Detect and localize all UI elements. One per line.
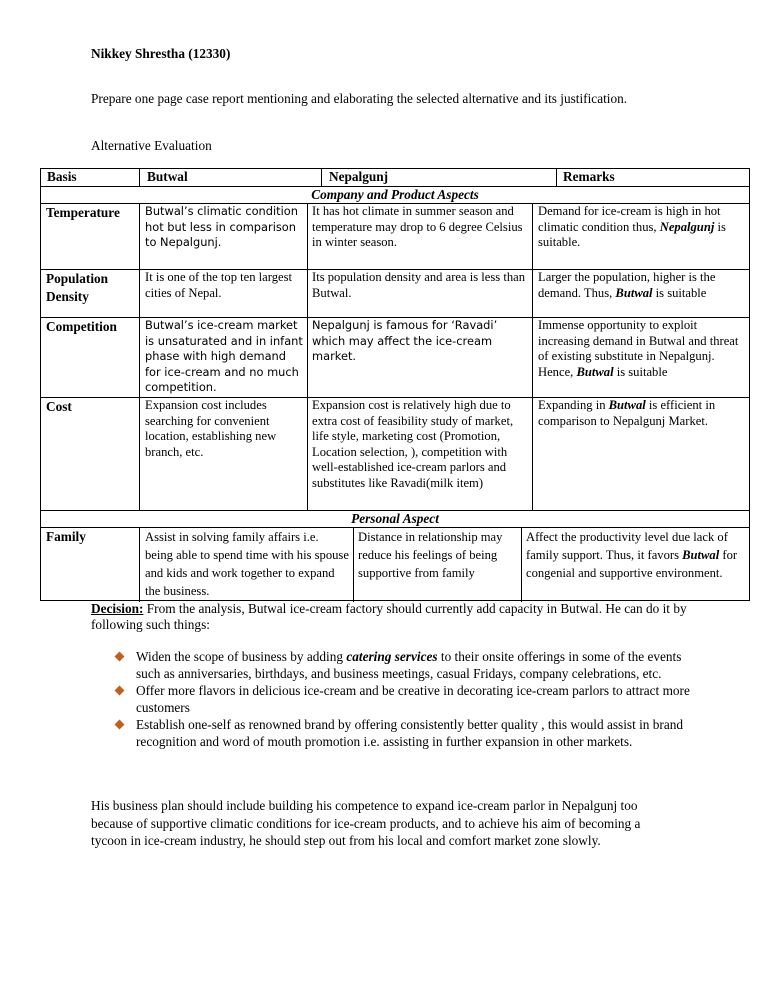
- competition-remarks: Immense opportunity to exploit increasing demand in Butwal and threat of existing substitute in Nepalgunj. Hence, Butwal is suitable: [538, 318, 739, 379]
- section-subtitle: Alternative Evaluation: [91, 138, 212, 153]
- competition-butwal: Butwal’s ice-cream market is unsaturated and in infant phase with high demand for ice-cream and no much competition.: [145, 318, 303, 395]
- closing-paragraph: His business plan should include building his competence to expand ice-cream parlor in Nepalgunj too because of supportive climatic conditions for ice-cream products, and to achieve his aim of becoming a tycoon in ice-cream industry, he should step out from his local and comfort market zone slowly.: [91, 798, 641, 848]
- population-remarks: Larger the population, higher is the demand. Thus, Butwal is suitable: [538, 270, 716, 300]
- population-nepalgunj: Its population density and area is less than Butwal.: [312, 270, 525, 300]
- cost-nepalgunj: Expansion cost is relatively high due to extra cost of feasibility study of market, life style, marketing cost (Promotion, Location selection, ), competition with well-established ice-cream parlors and substitutes like Ravadi(milk item): [312, 398, 514, 490]
- family-remarks: Affect the productivity level due lack of family support. Thus, it favors Butwal for congenial and supportive environment.: [526, 530, 738, 580]
- section-personal: Personal Aspect: [351, 511, 439, 526]
- header-nepalgunj: Nepalgunj: [329, 169, 389, 184]
- population-butwal: It is one of the top ten largest cities of Nepal.: [145, 270, 293, 300]
- list-item: Offer more flavors in delicious ice-cream and be creative in decorating ice-cream parlors to attract more customers: [116, 682, 696, 716]
- temperature-butwal: Butwal’s climatic condition hot but less in comparison to Nepalgunj.: [145, 204, 298, 250]
- row-label-competition: Competition: [46, 319, 117, 334]
- diamond-bullet-icon: [115, 686, 125, 696]
- cost-butwal: Expansion cost includes searching for convenient location, establishing new branch, etc.: [145, 398, 277, 459]
- competition-nepalgunj: Nepalgunj is famous for ‘Ravadi’ which may affect the ice-cream market.: [312, 318, 498, 364]
- row-label-population-density: Population Density: [46, 271, 109, 304]
- diamond-bullet-icon: [115, 720, 125, 730]
- temperature-remarks: Demand for ice-cream is high in hot climatic condition thus, Nepalgunj is suitable.: [538, 204, 726, 250]
- section-company-product: Company and Product Aspects: [311, 187, 479, 202]
- header-butwal: Butwal: [147, 169, 188, 184]
- header-remarks: Remarks: [563, 169, 615, 184]
- decision-paragraph: Decision: From the analysis, Butwal ice-cream factory should currently add capacity in Butwal. He can do it by following such things:: [91, 601, 687, 632]
- header-basis: Basis: [47, 169, 77, 184]
- row-label-family: Family: [46, 529, 86, 544]
- row-label-cost: Cost: [46, 399, 72, 414]
- family-butwal: Assist in solving family affairs i.e. being able to spend time with his spouse and kids and work together to expand the business.: [145, 530, 349, 598]
- cost-remarks: Expanding in Butwal is efficient in comparison to Nepalgunj Market.: [538, 398, 716, 428]
- diamond-bullet-icon: [115, 652, 125, 662]
- temperature-nepalgunj: It has hot climate in summer season and temperature may drop to 6 degree Celsius in winter season.: [312, 204, 523, 250]
- action-list: [116, 648, 696, 750]
- list-item: Establish one-self as renowned brand by offering consistently better quality , this would assist in brand recognition and word of mouth promotion i.e. assisting in further expansion in other markets.: [116, 716, 696, 750]
- list-item: Widen the scope of business by adding catering services to their onsite offerings in some of the events such as anniversaries, birthdays, and business meetings, casual Fridays, company celebrations, etc.: [116, 648, 696, 682]
- family-nepalgunj: Distance in relationship may reduce his feelings of being supportive from family: [358, 530, 503, 580]
- assignment-prompt: Prepare one page case report mentioning and elaborating the selected alternative and its justification.: [91, 91, 628, 106]
- author-name: Nikkey Shrestha (12330): [91, 46, 231, 61]
- row-label-temperature: Temperature: [46, 205, 120, 220]
- alternative-evaluation-table: [40, 168, 750, 601]
- decision-label: Decision:: [91, 601, 144, 616]
